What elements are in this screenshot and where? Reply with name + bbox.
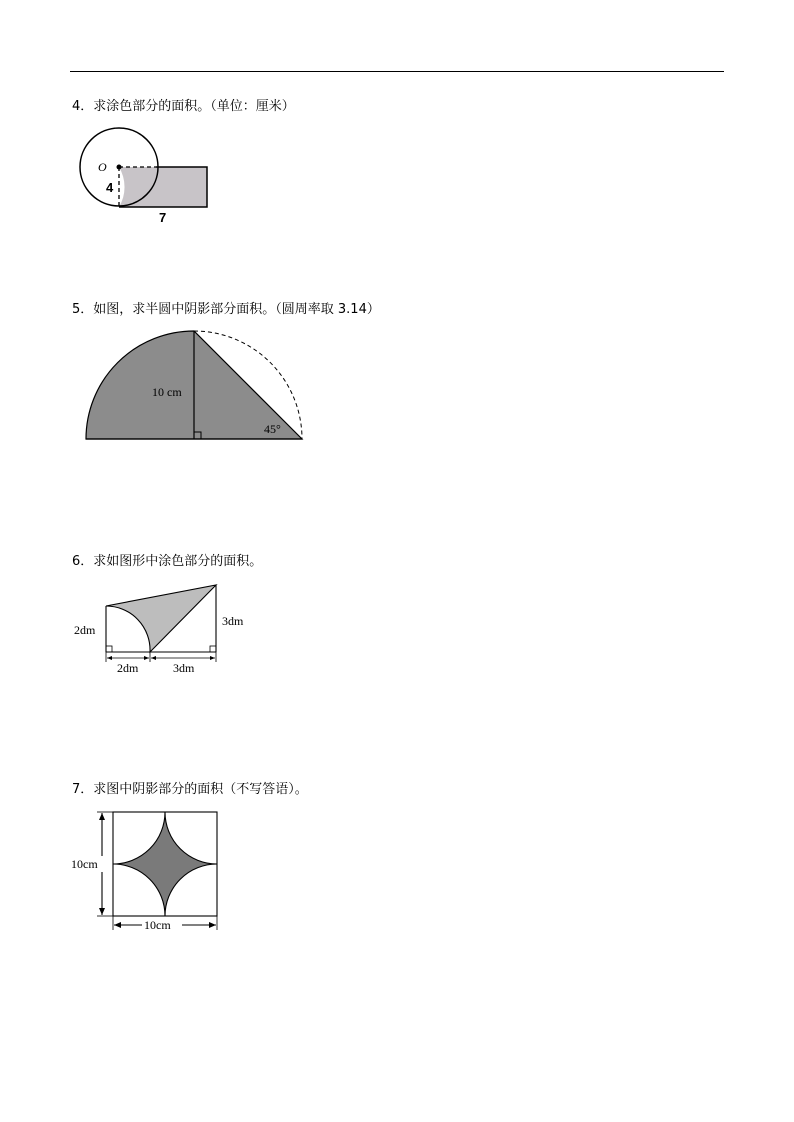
q4-center-label: O — [98, 160, 107, 174]
question-7-figure — [68, 806, 228, 936]
q6-left-height-label: 2dm — [74, 623, 96, 637]
q7-side-label: 10cm — [71, 857, 98, 871]
question-5-figure — [80, 325, 310, 445]
q6-bottom-left-label: 2dm — [117, 661, 139, 675]
q6-left-right-angle — [106, 646, 112, 652]
q4-length-label: 7 — [159, 210, 167, 225]
q5-height-label: 10 cm — [152, 385, 182, 399]
header-rule — [70, 71, 724, 72]
q4-center-dot — [117, 165, 122, 170]
question-7-text: 7．求图中阴影部分的面积（不写答语）。 — [72, 782, 308, 797]
q6-bottom-right-label: 3dm — [173, 661, 195, 675]
q4-shaded-region — [119, 167, 207, 207]
q5-angle-label: 45° — [264, 422, 281, 436]
question-5-text: 5．如图，求半圆中阴影部分面积。（圆周率取 3.14） — [72, 302, 380, 317]
question-4-figure — [70, 125, 220, 230]
q6-shaded-region — [106, 585, 216, 652]
q6-right-height-label: 3dm — [222, 614, 244, 628]
question-6-text: 6．求如图形中涂色部分的面积。 — [72, 554, 263, 569]
q4-radius-label: 4 — [106, 180, 114, 195]
q7-bottom-label: 10cm — [144, 918, 171, 932]
question-4-text: 4．求涂色部分的面积。（单位：厘米） — [72, 99, 295, 114]
q6-right-right-angle — [210, 646, 216, 652]
question-6-figure — [70, 580, 260, 680]
